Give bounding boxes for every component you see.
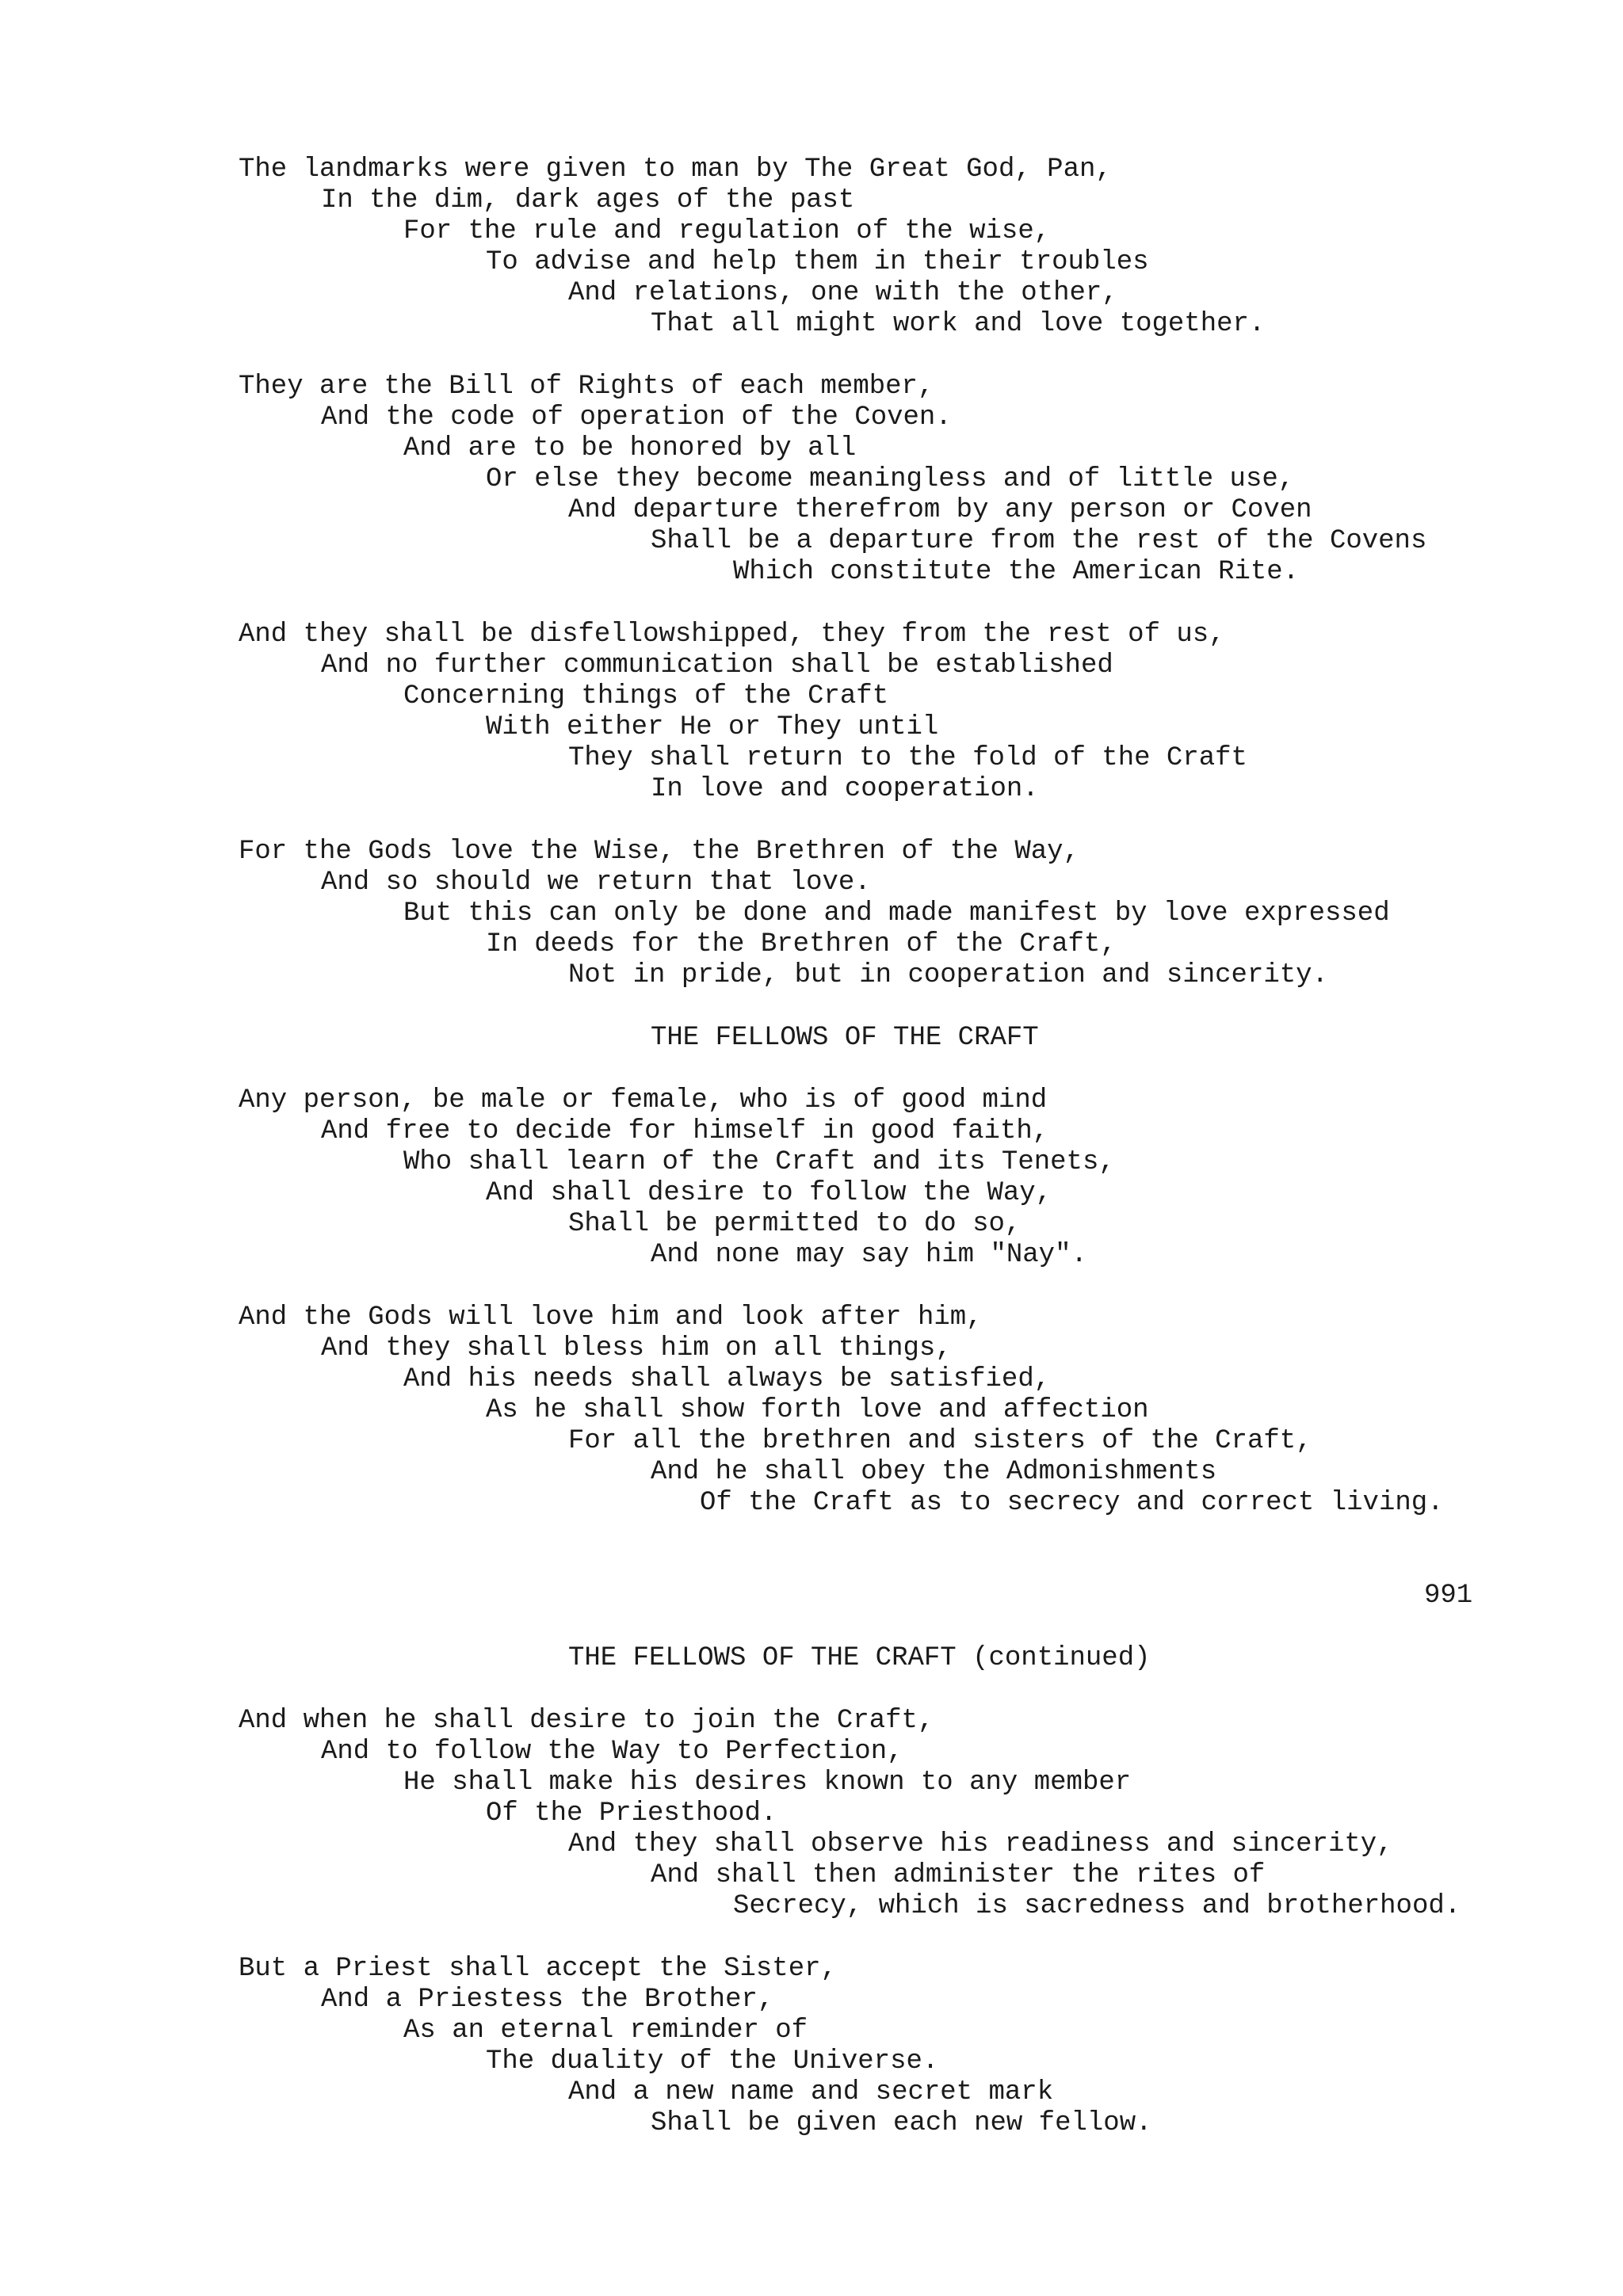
verse-line: And are to be honored by all [403,433,857,463]
verse-line: He shall make his desires known to any member [403,1768,1132,1798]
verse-line: In deeds for the Brethren of the Craft, [486,929,1117,959]
verse-line: Concerning things of the Craft [403,681,889,711]
verse-line: As an eternal reminder of [403,2016,808,2046]
verse-line: And the code of operation of the Coven. [321,402,952,433]
verse-line: Shall be a departure from the rest of the Covens [651,526,1427,556]
verse-line: Of the Craft as to secrecy and correct living. [700,1488,1444,1518]
verse-line: And they shall be disfellowshipped, they from the rest of us, [239,620,1225,650]
verse-line: They shall return to the fold of the Craft [568,743,1247,773]
verse-line: And free to decide for himself in good faith, [321,1116,1049,1146]
verse-line: And so should we return that love. [321,868,871,898]
section-heading-continued: THE FELLOWS OF THE CRAFT (continued) [568,1643,1151,1673]
verse-line: For the rule and regulation of the wise, [403,216,1051,246]
verse-line: Shall be permitted to do so, [568,1209,1022,1239]
verse-line: With either He or They until [486,712,939,742]
verse-line: That all might work and love together. [651,309,1266,339]
verse-line: And when he shall desire to join the Craft, [239,1706,934,1736]
verse-line: And his needs shall always be satisfied, [403,1364,1051,1394]
verse-line: And the Gods will love him and look after him, [239,1302,983,1333]
verse-line: Of the Priesthood. [486,1798,777,1829]
verse-line: The landmarks were given to man by The Great God, Pan, [239,154,1112,185]
verse-line: And he shall obey the Admonishments [651,1457,1217,1487]
verse-line: Secrecy, which is sacredness and brotherhood. [733,1891,1461,1921]
verse-line: But this can only be done and made manifest by love expressed [403,898,1390,929]
section-heading: THE FELLOWS OF THE CRAFT [651,1023,1039,1053]
verse-line: And departure therefrom by any person or Coven [568,495,1312,525]
verse-line: And they shall observe his readiness and sincerity, [568,1829,1393,1859]
verse-line: And to follow the Way to Perfection, [321,1737,903,1767]
verse-line: As he shall show forth love and affection [486,1395,1149,1425]
verse-line: And relations, one with the other, [568,278,1118,308]
verse-line: And shall then administer the rites of [651,1860,1266,1890]
verse-line: And shall desire to follow the Way, [486,1178,1052,1208]
verse-line: For the Gods love the Wise, the Brethren of the Way, [239,837,1079,867]
verse-line: In the dim, dark ages of the past [321,185,855,215]
verse-line: Or else they become meaningless and of little use, [486,464,1295,494]
page-number: 991 [1424,1581,1473,1611]
verse-line: Any person, be male or female, who is of good mind [239,1085,1048,1116]
verse-line: Not in pride, but in cooperation and sincerity. [568,960,1328,990]
verse-line: But a Priest shall accept the Sister, [239,1954,837,1984]
verse-line: For all the brethren and sisters of the Craft, [568,1426,1312,1456]
verse-line: Shall be given each new fellow. [651,2108,1152,2138]
verse-line: And a new name and secret mark [568,2077,1054,2107]
verse-line: Which constitute the American Rite. [733,557,1300,587]
verse-line: They are the Bill of Rights of each member, [239,372,934,402]
verse-line: And no further communication shall be established [321,650,1113,681]
verse-line: To advise and help them in their troubles [486,247,1149,277]
verse-line: And they shall bless him on all things, [321,1333,952,1363]
verse-line: Who shall learn of the Craft and its Tenets, [403,1147,1115,1177]
verse-line: And a Priestess the Brother, [321,1985,774,2015]
verse-line: The duality of the Universe. [486,2046,939,2077]
verse-line: And none may say him "Nay". [651,1240,1087,1270]
verse-line: In love and cooperation. [651,774,1039,804]
